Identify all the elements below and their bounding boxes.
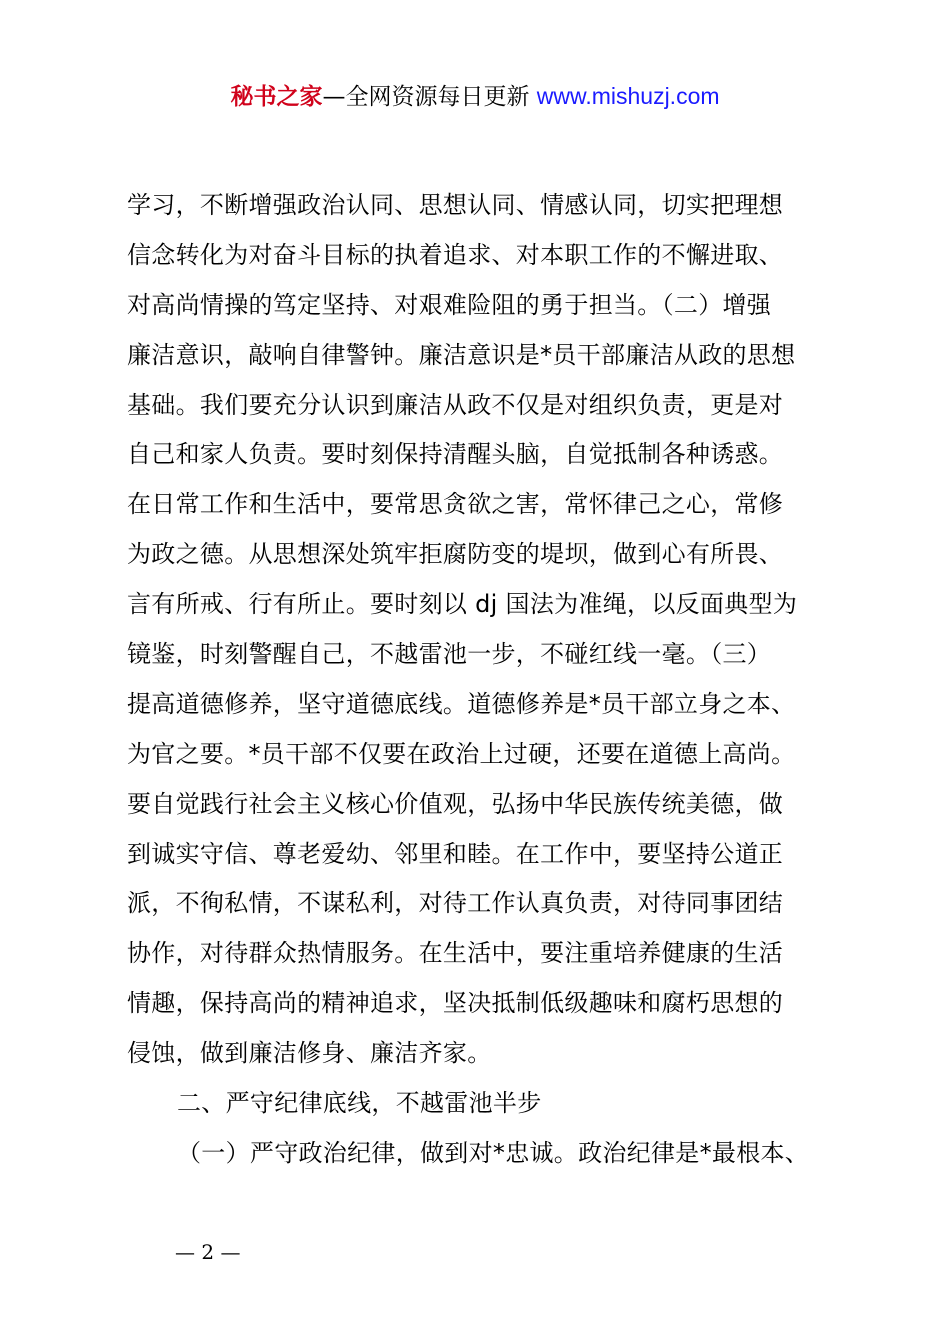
- body-line: 要自觉践行社会主义核心价值观，弘扬中华民族传统美德，做: [127, 789, 784, 818]
- body-line: 到诚实守信、尊老爱幼、邻里和睦。在工作中，要坚持公道正: [127, 839, 784, 868]
- body-line: 言有所戒、行有所止。要时刻以 dj 国法为准绳，以反面典型为: [127, 590, 798, 619]
- header-slogan: —全网资源每日更新: [322, 84, 537, 110]
- body-line: 为官之要。*员干部不仅要在政治上过硬，还要在道德上高尚。: [127, 739, 796, 768]
- body-line: （一）严守政治纪律，做到对*忠诚。政治纪律是*最根本、: [177, 1138, 810, 1167]
- body-line: 派，不徇私情，不谋私利，对待工作认真负责，对待同事团结: [127, 889, 784, 918]
- site-header: [0, 80, 950, 113]
- body-line: 情趣，保持高尚的精神追求，坚决抵制低级趣味和腐朽思想的: [127, 989, 784, 1018]
- body-line: 学习，不断增强政治认同、思想认同、情感认同，切实把理想: [127, 191, 784, 219]
- section-heading: 二、严守纪律底线，不越雷池半步: [177, 1089, 542, 1118]
- site-url-link[interactable]: www.mishuzj.com: [536, 83, 720, 109]
- body-line: 信念转化为对奋斗目标的执着追求、对本职工作的不懈进取、: [127, 240, 784, 269]
- brand-name: 秘书之家: [230, 84, 323, 110]
- body-line: 镜鉴，时刻警醒自己，不越雷池一步，不碰红线一毫。（三）: [127, 640, 772, 669]
- body-line: 侵蚀，做到廉洁修身、廉洁齐家。: [127, 1039, 492, 1068]
- body-line: 在日常工作和生活中，要常思贪欲之害，常怀律己之心，常修: [127, 490, 784, 519]
- body-line: 提高道德修养，坚守道德底线。道德修养是*员干部立身之本、: [127, 689, 796, 718]
- body-line: 协作，对待群众热情服务。在生活中，要注重培养健康的生活: [127, 939, 784, 968]
- body-line: 对高尚情操的笃定坚持、对艰难险阻的勇于担当。（二）增强: [127, 290, 772, 319]
- body-line: 廉洁意识，敲响自律警钟。廉洁意识是*员干部廉洁从政的思想: [127, 340, 796, 369]
- page-number: — 2 —: [175, 1240, 241, 1264]
- document-body: [127, 184, 843, 1182]
- body-line: 为政之德。从思想深处筑牢拒腐防变的堤坝，做到心有所畏、: [127, 540, 784, 569]
- body-line: 基础。我们要充分认识到廉洁从政不仅是对组织负责，更是对: [127, 390, 784, 419]
- body-line: 自己和家人负责。要时刻保持清醒头脑，自觉抵制各种诱惑。: [127, 440, 784, 469]
